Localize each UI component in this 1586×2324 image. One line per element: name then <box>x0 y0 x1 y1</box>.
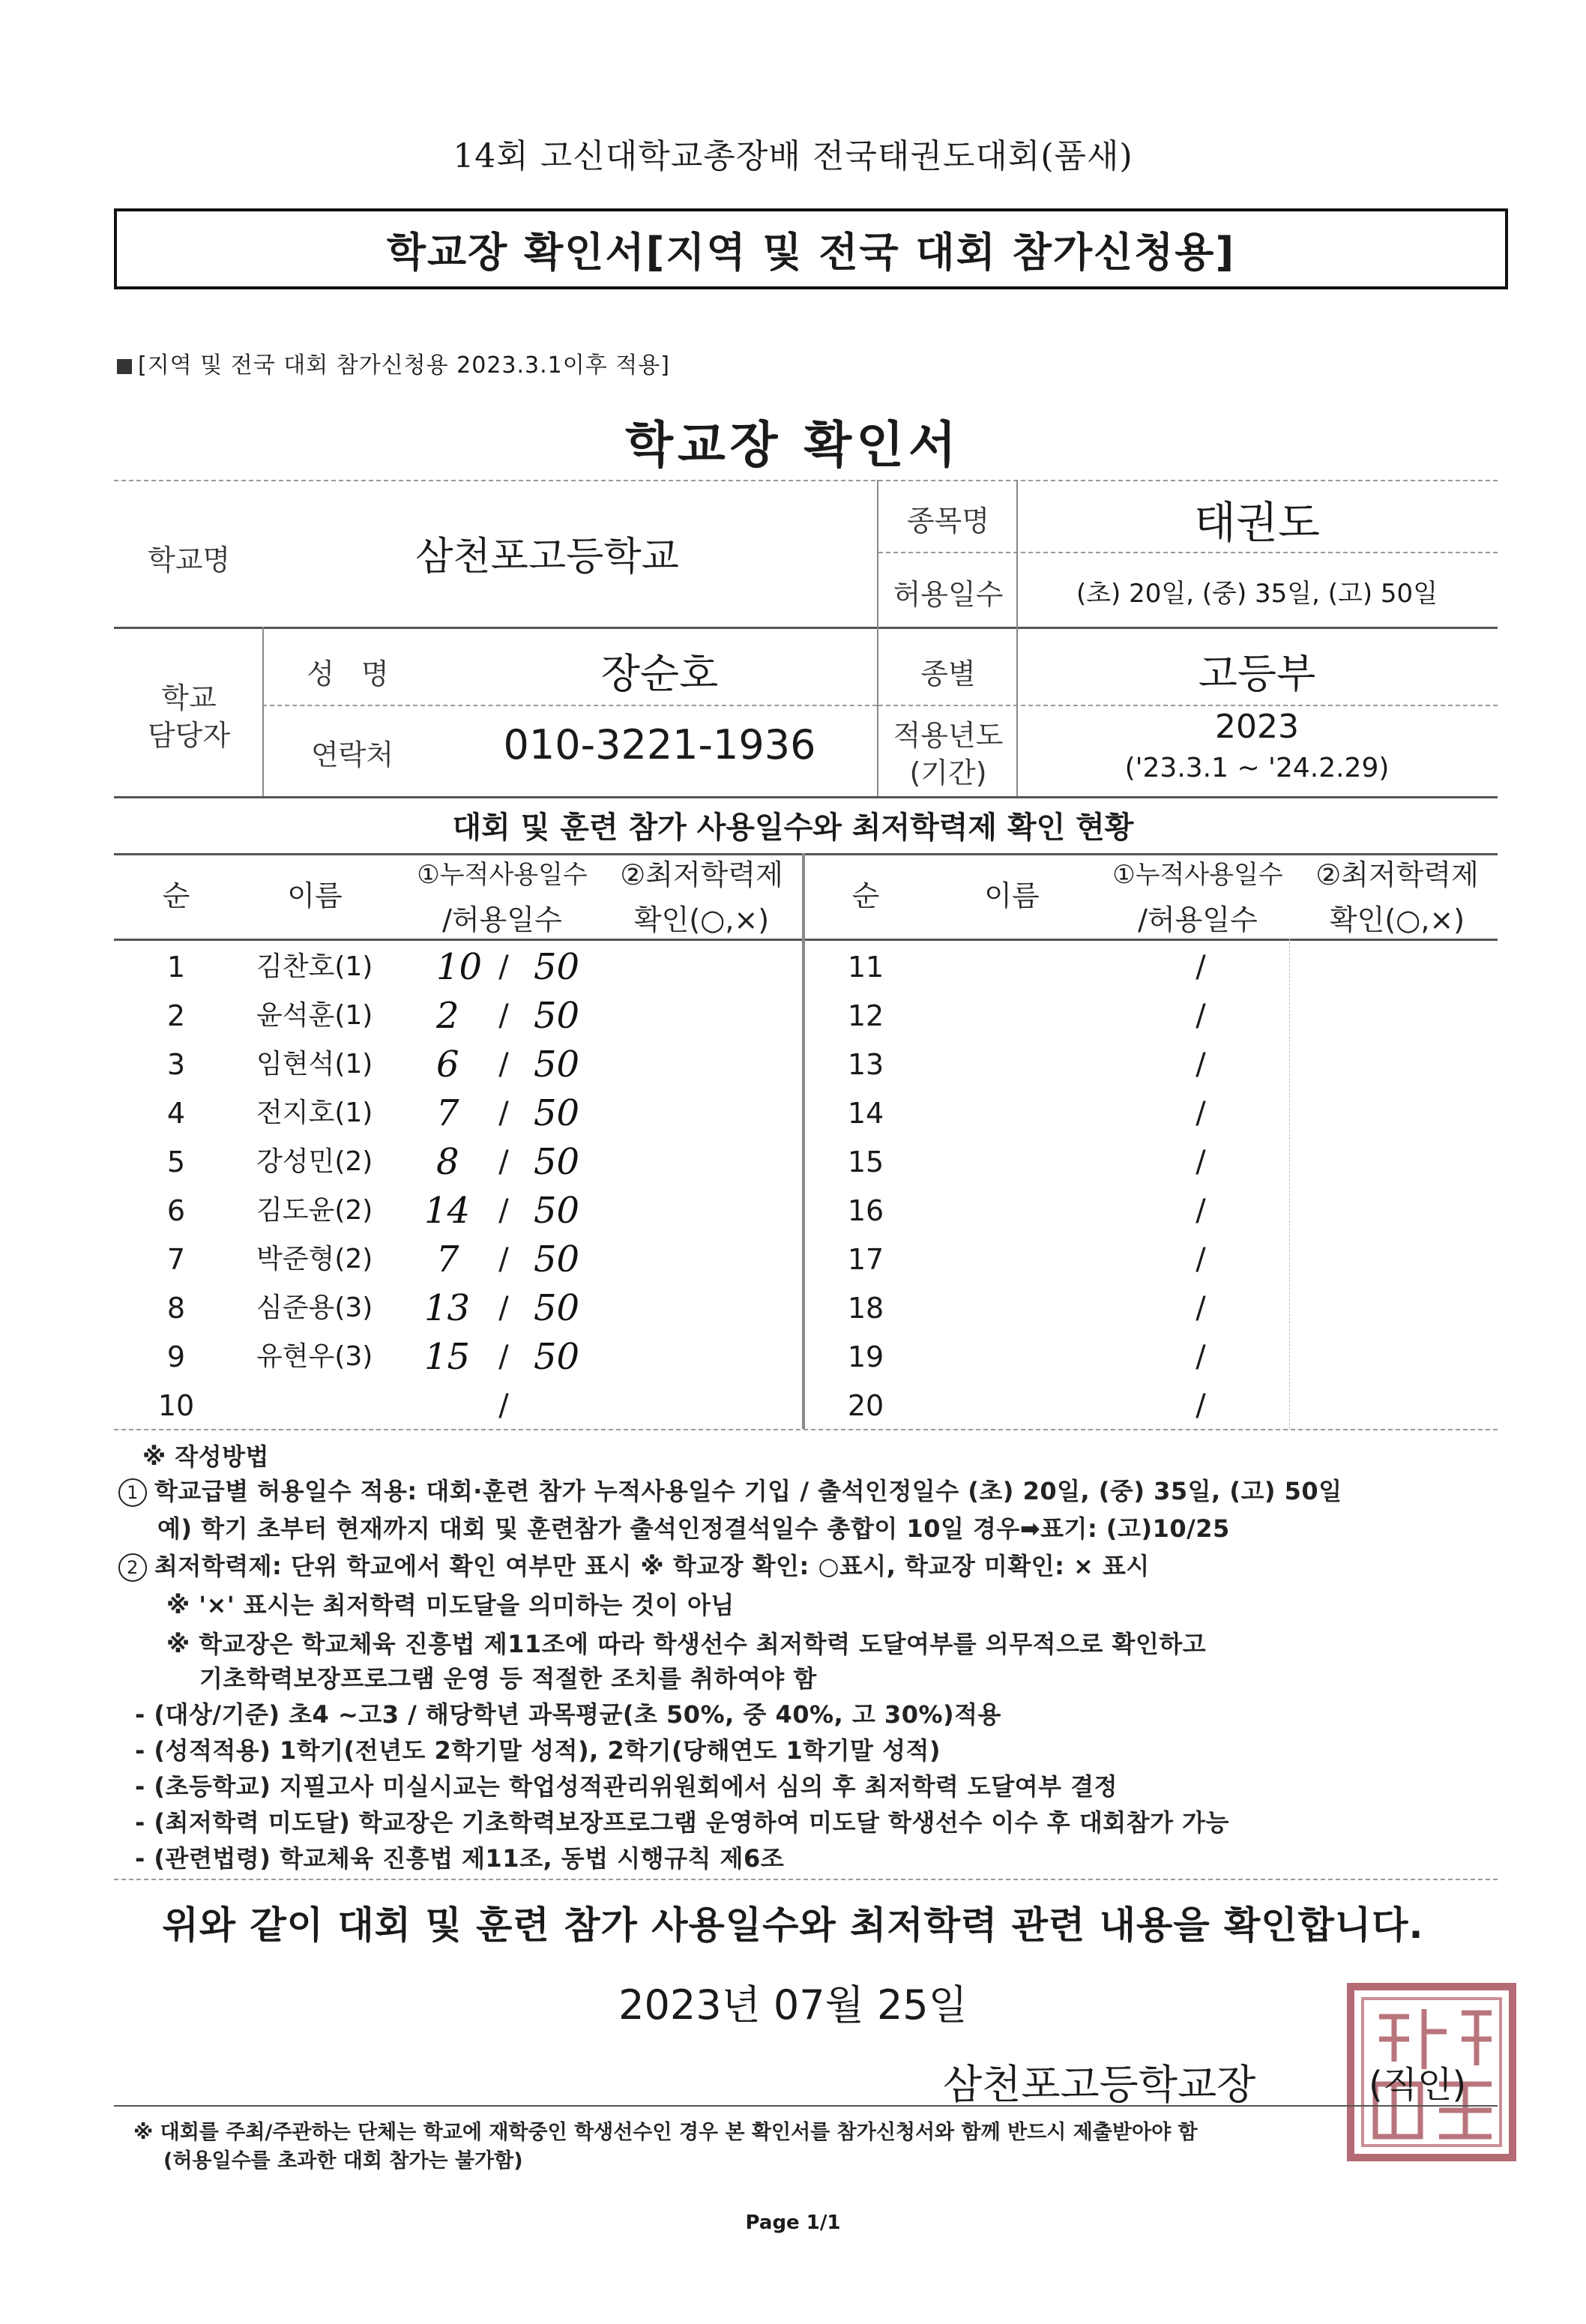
col-header-no: 순 <box>162 879 190 912</box>
competition-title: 14회 고신대학교총장배 전국태권도대회(품새) <box>453 137 1133 175</box>
row-slash: / <box>498 950 509 984</box>
row-no: 2 <box>166 999 186 1032</box>
row-slash: / <box>498 1193 509 1228</box>
row-no: 9 <box>166 1340 186 1373</box>
divider <box>878 705 1498 706</box>
divider <box>114 1879 1498 1880</box>
table-title: 대회 및 훈련 참가 사용일수와 최저학력제 확인 현황 <box>452 810 1134 845</box>
col-header-check-right-line2: 확인(○,×) <box>1329 903 1465 936</box>
row-name: 유현우(3) <box>256 1341 373 1372</box>
row-used-days: 8 <box>436 1141 459 1183</box>
row-allowed-days: 50 <box>534 1190 580 1232</box>
col-header-name: 이름 <box>287 879 343 912</box>
divider <box>803 853 805 1429</box>
col-header-name-right: 이름 <box>984 879 1040 912</box>
allowed-label: 허용일수 <box>893 578 1004 611</box>
row-no: 19 <box>847 1340 884 1373</box>
row-no: 4 <box>166 1097 186 1130</box>
row-slash: / <box>1195 1242 1206 1277</box>
row-no: 13 <box>847 1048 884 1081</box>
col-header-no-right: 순 <box>851 879 880 912</box>
instruction-bullet: - (대상/기준) 초4 ~고3 / 해당학년 과목평균(초 50%, 중 40%, 고 30%)적용 <box>135 1700 1001 1729</box>
row-slash: / <box>1195 1145 1206 1179</box>
contact-label-line1: 학교 <box>161 681 217 714</box>
row-no: 18 <box>847 1292 884 1325</box>
square-icon <box>117 359 132 374</box>
row-no: 15 <box>847 1146 884 1178</box>
instruction-note-2: ※ 학교장은 학교체육 진흥법 제11조에 따라 학생선수 최저학력 도달여부를 의무적으로 확인하고 <box>166 1630 1207 1658</box>
row-no: 7 <box>166 1243 186 1276</box>
row-allowed-days: 50 <box>534 1044 580 1086</box>
row-used-days: 7 <box>436 1092 459 1134</box>
row-slash: / <box>1195 1047 1206 1082</box>
col-header-check-line1: ②최저학력제 <box>620 858 783 891</box>
instructions-heading: ※ 작성방법 <box>142 1442 269 1471</box>
divider <box>114 627 1498 629</box>
row-name: 임현석(1) <box>256 1049 373 1080</box>
instruction-item-1 <box>118 1472 1342 1507</box>
contact-label-line2: 담당자 <box>147 719 231 752</box>
row-name: 윤석훈(1) <box>256 1000 373 1031</box>
sport-label: 종목명 <box>906 505 990 538</box>
row-allowed-days: 50 <box>534 946 580 988</box>
name-value: 장순호 <box>600 650 719 697</box>
row-no: 12 <box>847 999 884 1032</box>
row-name: 김도윤(2) <box>256 1195 373 1226</box>
division-value: 고등부 <box>1198 650 1316 697</box>
divider <box>114 939 1498 941</box>
divider <box>878 552 1498 553</box>
allowed-value: (초) 20일, (중) 35일, (고) 50일 <box>1076 579 1438 609</box>
row-name: 김찬호(1) <box>256 951 373 982</box>
document-title-box: 학교장 확인서[지역 및 전국 대회 참가신청용] <box>114 208 1508 289</box>
row-name: 박준형(2) <box>256 1244 373 1274</box>
row-used-days: 2 <box>436 995 459 1037</box>
row-slash: / <box>1195 1096 1206 1131</box>
row-no: 10 <box>157 1389 195 1422</box>
row-slash: / <box>1195 1388 1206 1423</box>
page-title: 학교장 확인서 <box>625 416 961 474</box>
row-used-days: 15 <box>424 1336 471 1378</box>
instruction-text: 최저학력제: 단위 학교에서 확인 여부만 표시 ※ 학교장 확인: ○표시, 학교장 미확인: × 표시 <box>154 1552 1150 1580</box>
row-no: 14 <box>847 1097 884 1130</box>
instruction-bullet: - (관련법령) 학교체육 진흥법 제11조, 동법 시행규칙 제6조 <box>135 1844 785 1873</box>
instruction-note-1: ※ '×' 표시는 최저학력 미도달을 의미하는 것이 아님 <box>166 1591 735 1619</box>
row-slash: / <box>498 1096 509 1131</box>
row-allowed-days: 50 <box>534 995 580 1037</box>
circled-number: 2 <box>118 1553 147 1582</box>
row-slash: / <box>498 1047 509 1082</box>
school-label: 학교명 <box>147 544 231 577</box>
row-name: 전지호(1) <box>256 1098 373 1128</box>
period-value: ('23.3.1 ~ '24.2.29) <box>1124 753 1390 783</box>
row-name: 강성민(2) <box>256 1146 373 1177</box>
row-slash: / <box>1195 999 1206 1033</box>
form-note <box>117 346 670 379</box>
row-no: 3 <box>166 1048 186 1081</box>
instruction-bullet: - (초등학교) 지필고사 미실시교는 학업성적관리위원회에서 심의 후 최저학력 도달여부 결정 <box>135 1772 1118 1801</box>
row-no: 6 <box>166 1194 186 1227</box>
row-no: 20 <box>847 1389 884 1422</box>
school-value: 삼천포고등학교 <box>415 535 679 580</box>
divider <box>262 705 877 706</box>
seal-label: (직인) <box>1369 2064 1467 2106</box>
row-no: 11 <box>847 951 884 984</box>
instruction-example: 예) 학기 초부터 현재까지 대회 및 훈련참가 출석인정결석일수 총합이 10일 경우➡표기: (고)10/25 <box>157 1514 1230 1543</box>
instruction-note-2b: 기초학력보장프로그램 운영 등 적절한 조치를 취하여야 함 <box>199 1664 817 1693</box>
row-used-days: 14 <box>424 1190 471 1232</box>
row-allowed-days: 50 <box>534 1238 580 1280</box>
row-name: 심준용(3) <box>256 1292 373 1323</box>
divider <box>114 796 1498 798</box>
row-allowed-days: 50 <box>534 1092 580 1134</box>
instruction-item-2 <box>118 1547 1150 1582</box>
row-used-days: 13 <box>424 1287 471 1329</box>
divider <box>114 1429 1498 1430</box>
col-header-days-line1: ①누적사용일수 <box>417 860 588 890</box>
divider <box>1289 939 1290 1429</box>
year-label-line1: 적용년도 <box>893 719 1004 752</box>
form-note-text: [지역 및 전국 대회 참가신청용 2023.3.1이후 적용] <box>138 352 670 379</box>
instruction-bullet: - (성적적용) 1학기(전년도 2학기말 성적), 2학기(당해연도 1학기말 성적) <box>135 1736 941 1765</box>
confirmation-date: 2023년 07월 25일 <box>618 1981 968 2029</box>
row-slash: / <box>498 1242 509 1277</box>
confirmation-statement: 위와 같이 대회 및 훈련 참가 사용일수와 최저학력 관련 내용을 확인합니다. <box>162 1903 1424 1947</box>
col-header-days-right-line2: /허용일수 <box>1138 903 1258 936</box>
phone-label: 연락처 <box>310 738 394 771</box>
row-no: 16 <box>847 1194 884 1227</box>
row-slash: / <box>498 999 509 1033</box>
col-header-days-right-line1: ①누적사용일수 <box>1112 860 1283 890</box>
page-number: Page 1/1 <box>745 2212 841 2234</box>
row-slash: / <box>1195 950 1206 984</box>
divider <box>114 2105 1498 2107</box>
row-slash: / <box>498 1291 509 1325</box>
year-label-line2: (기간) <box>909 756 987 789</box>
division-label: 종별 <box>920 657 976 690</box>
phone-value: 010-3221-1936 <box>503 721 816 768</box>
col-header-days-line2: /허용일수 <box>442 903 562 936</box>
col-header-check-right-line1: ②최저학력제 <box>1315 858 1479 891</box>
row-slash: / <box>1195 1291 1206 1325</box>
col-header-check-line2: 확인(○,×) <box>633 903 770 936</box>
row-slash: / <box>498 1340 509 1374</box>
row-used-days: 10 <box>436 946 483 988</box>
sport-value: 태권도 <box>1193 497 1321 548</box>
row-slash: / <box>1195 1340 1206 1374</box>
footer-note: ※ 대회를 주최/주관하는 단체는 학교에 재학중인 학생선수인 경우 본 확인서를 참가신청서와 함께 반드시 제출받아야 함 <box>133 2121 1198 2144</box>
row-allowed-days: 50 <box>534 1336 580 1378</box>
divider <box>114 480 1498 481</box>
footer-note-2: (허용일수를 초과한 대회 참가는 불가함) <box>163 2149 523 2173</box>
row-slash: / <box>498 1145 509 1179</box>
row-no: 17 <box>847 1243 884 1276</box>
divider <box>114 853 1498 855</box>
circled-number: 1 <box>118 1478 147 1507</box>
row-used-days: 7 <box>436 1238 459 1280</box>
instruction-bullet: - (최저학력 미도달) 학교장은 기초학력보장프로그램 운영하여 미도달 학생선수 이수 후 대회참가 가능 <box>135 1808 1229 1837</box>
name-label: 성 명 <box>307 657 398 690</box>
instruction-text: 학교급별 허용일수 적용: 대회·훈련 참가 누적사용일수 기입 / 출석인정일수 (초) 20일, (중) 35일, (고) 50일 <box>154 1477 1342 1505</box>
row-slash: / <box>1195 1193 1206 1228</box>
row-no: 1 <box>166 951 186 984</box>
row-allowed-days: 50 <box>534 1141 580 1183</box>
row-used-days: 6 <box>436 1044 459 1086</box>
row-no: 8 <box>166 1292 186 1325</box>
row-slash: / <box>498 1388 509 1423</box>
principal-name: 삼천포고등학교장 <box>943 2061 1256 2108</box>
row-allowed-days: 50 <box>534 1287 580 1329</box>
row-no: 5 <box>166 1146 186 1178</box>
year-value: 2023 <box>1215 708 1299 746</box>
